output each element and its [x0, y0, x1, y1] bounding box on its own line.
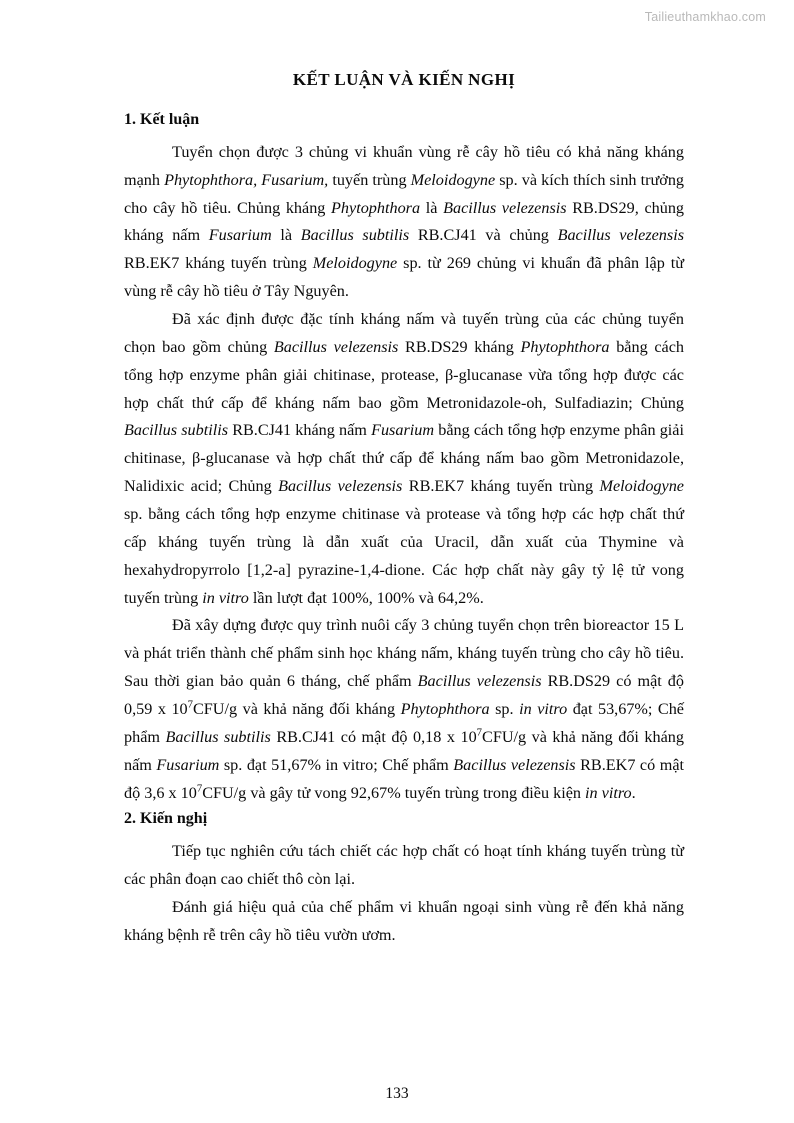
section-heading-recommendation: 2. Kiến nghị — [124, 810, 208, 828]
section-heading-conclusion: 1. Kết luận — [124, 111, 200, 128]
paragraph: Đã xây dựng được quy trình nuôi cấy 3 chủng tuyển chọn trên bioreactor 15 L và phát triển thành chế phẩm sinh học kháng nấm, kháng tuyến trùng cho cây hồ tiêu. Sau thời gian bảo quản 6 tháng, chế phẩm Bacillus velezensis RB.DS29 có mật độ 0,59 x $10^7CFU/g$ và khả năng đối kháng Phytophthora sp. in vitro đạt 53,67%; Chế phẩm Bacillus subtilis RB.CJ41 có mật độ 0,18 x $10^7CFU/g$ và khả năng đối kháng nấm Fusarium sp. đạt 51,67% in vitro; Chế phẩm Bacillus velezensis RB.EK7 có mật độ 3,6 x $10^7CFU/g$ và gây tử vong 92,67% tuyến trùng trong điều kiện in vitro. — [124, 616, 684, 802]
paragraph: Đã xác định được đặc tính kháng nấm và tuyến trùng của các chủng tuyển chọn bao gồm chủng Bacillus velezensis RB.DS29 kháng Phytophthora bằng cách tổng hợp enzyme phân giải chitinase, protease, β-glucanase vừa tổng hợp được các hợp chất thứ cấp để kháng nấm bao gồm Metronidazole-oh, Sulfadiazin; Chủng Bacillus subtilis RB.CJ41 kháng nấm Fusarium bằng cách tổng hợp enzyme phân giải chitinase, β-glucanase và hợp chất thứ cấp để kháng nấm bao gồm Metronidazole, Nalidixic acid; Chủng Bacillus velezensis RB.EK7 kháng tuyến trùng Meloidogyne sp. bằng cách tổng hợp enzyme chitinase và protease và tổng hợp các hợp chất thứ cấp kháng tuyến trùng là dẫn xuất của Uracil, dẫn xuất của Thymine và hexahydropyrrolo [1,2-a] pyrazine-1,4-dione. Các hợp chất này gây tỷ lệ tử vong tuyến trùng in vitro lần lượt đạt 100%, 100% và 64,2%. — [124, 309, 684, 607]
page-number: 133 — [385, 1085, 409, 1102]
site-watermark: Tailieuthamkhao.com — [644, 10, 766, 24]
section-conclusion — [124, 108, 684, 807]
page-content — [124, 70, 684, 950]
paragraph: Tiếp tục nghiên cứu tách chiết các hợp chất có hoạt tính kháng tuyến trùng từ các phân đoạn cao chiết thô còn lại. — [124, 842, 684, 889]
paragraph: Đánh giá hiệu quả của chế phẩm vi khuẩn ngoại sinh vùng rễ đến khả năng kháng bệnh rễ trên cây hồ tiêu vườn ươm. — [124, 897, 684, 944]
page-title: KẾT LUẬN VÀ KIẾN NGHỊ — [292, 70, 516, 89]
paragraph: Tuyển chọn được 3 chủng vi khuẩn vùng rễ cây hồ tiêu có khả năng kháng mạnh Phytophthora, Fusarium, tuyến trùng Meloidogyne sp. và kích thích sinh trưởng cho cây hồ tiêu. Chủng kháng Phytophthora là Bacillus velezensis RB.DS29, chủng kháng nấm Fusarium là Bacillus subtilis RB.CJ41 và chủng Bacillus velezensis RB.EK7 kháng tuyến trùng Meloidogyne sp. từ 269 chủng vi khuẩn đã phân lập từ vùng rễ cây hồ tiêu ở Tây Nguyên. — [124, 142, 685, 301]
section-recommendation — [124, 807, 684, 949]
